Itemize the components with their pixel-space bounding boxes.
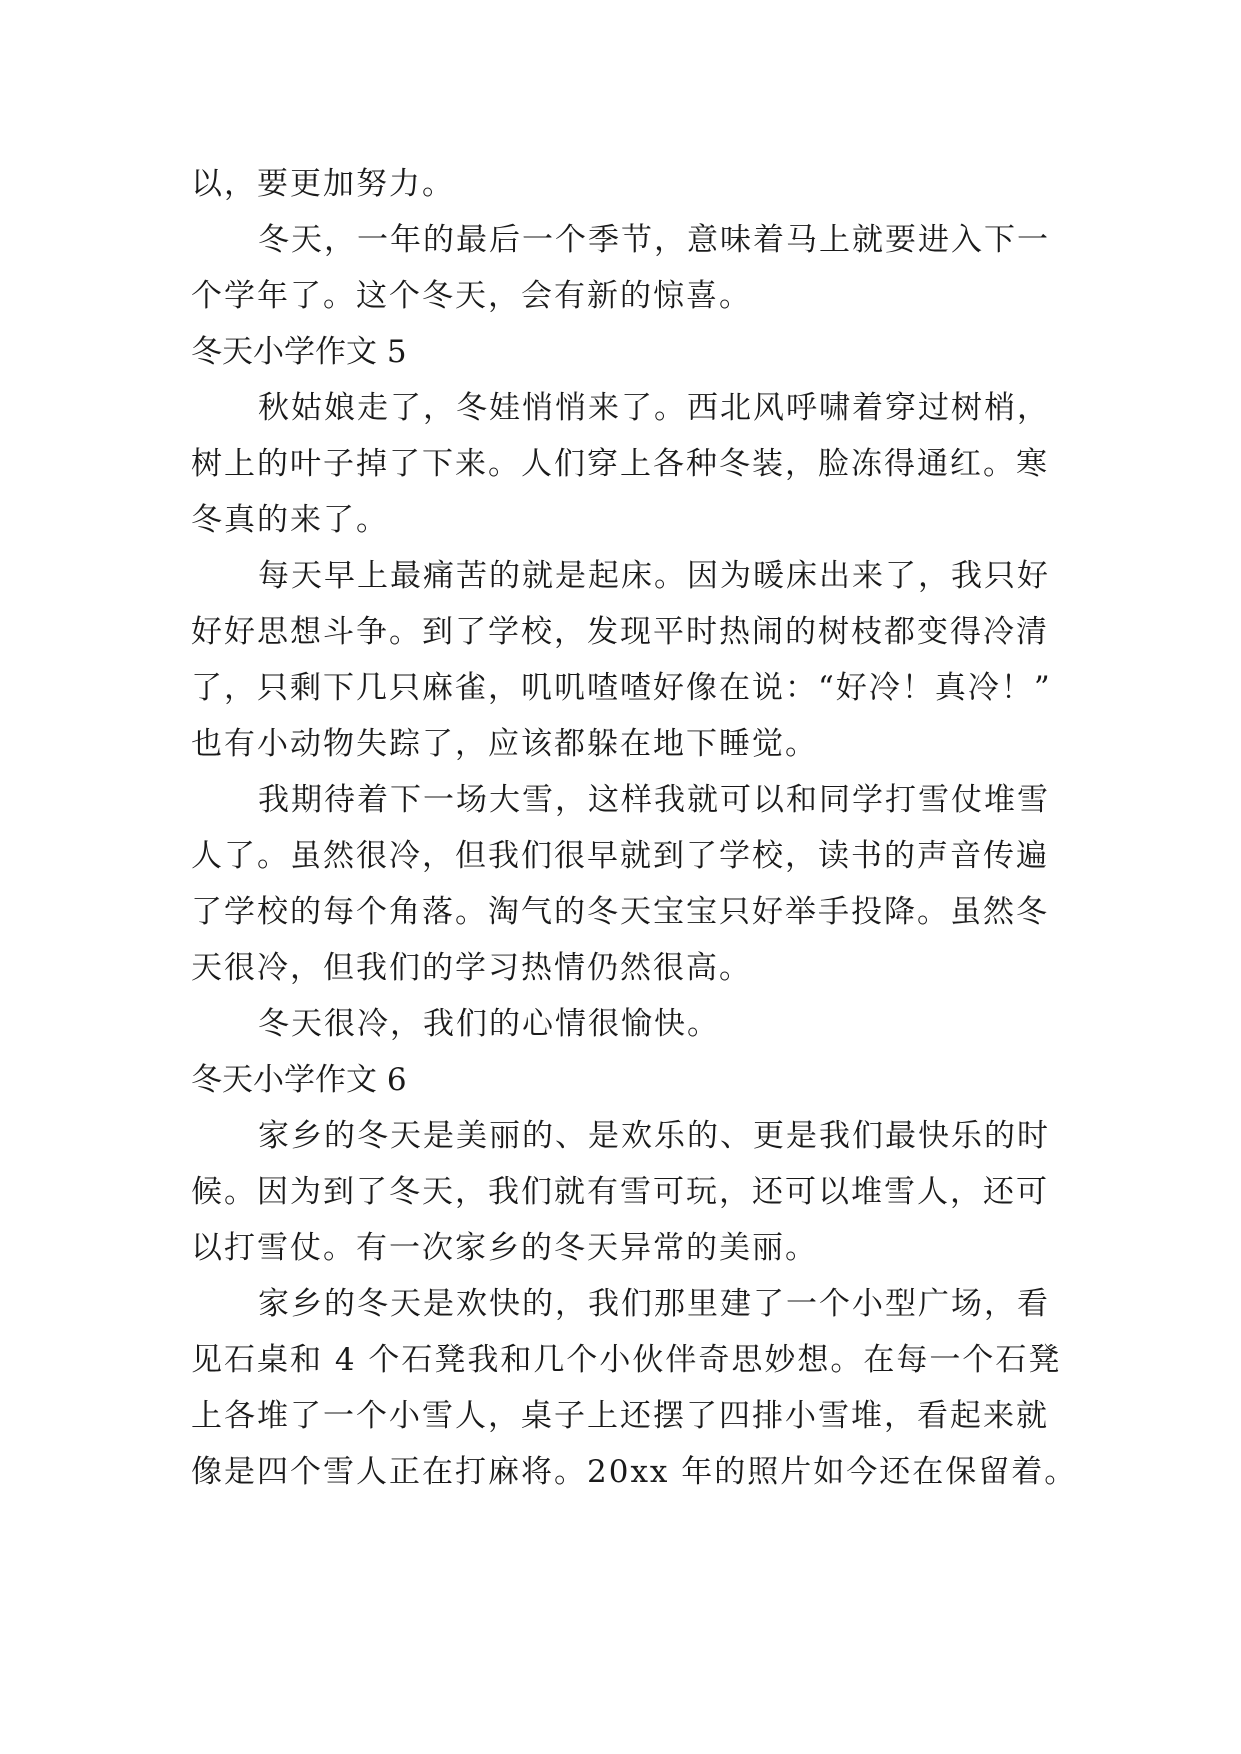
section-heading: 冬天小学作文 6 bbox=[191, 1062, 407, 1098]
paragraph-line: 每天早上最痛苦的就是起床。因为暖床出来了，我只好 bbox=[258, 558, 1050, 594]
paragraph-line: 天很冷，但我们的学习热情仍然很高。 bbox=[191, 950, 752, 986]
paragraph-line: 人了。虽然很冷，但我们很早就到了学校，读书的声音传遍 bbox=[191, 838, 1049, 874]
paragraph-line: 我期待着下一场大雪，这样我就可以和同学打雪仗堆雪 bbox=[258, 782, 1050, 818]
paragraph-line: 冬天，一年的最后一个季节，意味着马上就要进入下一 bbox=[258, 222, 1050, 258]
paragraph-line: 也有小动物失踪了，应该都躲在地下睡觉。 bbox=[191, 726, 818, 762]
paragraph-line: 秋姑娘走了，冬娃悄悄来了。西北风呼啸着穿过树梢， bbox=[258, 390, 1050, 426]
paragraph-line: 了，只剩下几只麻雀，叽叽喳喳好像在说：“好冷！真冷！” bbox=[191, 670, 1052, 706]
paragraph-line: 见石桌和 4 个石凳我和几个小伙伴奇思妙想。在每一个石凳 bbox=[191, 1342, 1062, 1378]
paragraph-line: 家乡的冬天是美丽的、是欢乐的、更是我们最快乐的时 bbox=[258, 1118, 1050, 1154]
section-heading: 冬天小学作文 5 bbox=[191, 334, 407, 370]
paragraph-line: 好好思想斗争。到了学校，发现平时热闹的树枝都变得冷清 bbox=[191, 614, 1049, 650]
paragraph-line: 冬真的来了。 bbox=[191, 502, 389, 538]
paragraph-line: 候。因为到了冬天，我们就有雪可玩，还可以堆雪人，还可 bbox=[191, 1174, 1049, 1210]
paragraph-line: 个学年了。这个冬天，会有新的惊喜。 bbox=[191, 278, 752, 314]
paragraph-line: 树上的叶子掉了下来。人们穿上各种冬装，脸冻得通红。寒 bbox=[191, 446, 1049, 482]
paragraph-line: 了学校的每个角落。淘气的冬天宝宝只好举手投降。虽然冬 bbox=[191, 894, 1049, 930]
essay-body bbox=[191, 156, 1078, 1500]
paragraph-line: 冬天很冷，我们的心情很愉快。 bbox=[258, 1006, 720, 1042]
paragraph-line: 以，要更加努力。 bbox=[191, 166, 455, 202]
paragraph-line: 上各堆了一个小雪人，桌子上还摆了四排小雪堆，看起来就 bbox=[191, 1398, 1049, 1434]
paragraph-line: 像是四个雪人正在打麻将。20xx 年的照片如今还在保留着。 bbox=[191, 1454, 1078, 1490]
paragraph-line: 以打雪仗。有一次家乡的冬天异常的美丽。 bbox=[191, 1230, 818, 1266]
paragraph-line: 家乡的冬天是欢快的，我们那里建了一个小型广场，看 bbox=[258, 1286, 1050, 1322]
